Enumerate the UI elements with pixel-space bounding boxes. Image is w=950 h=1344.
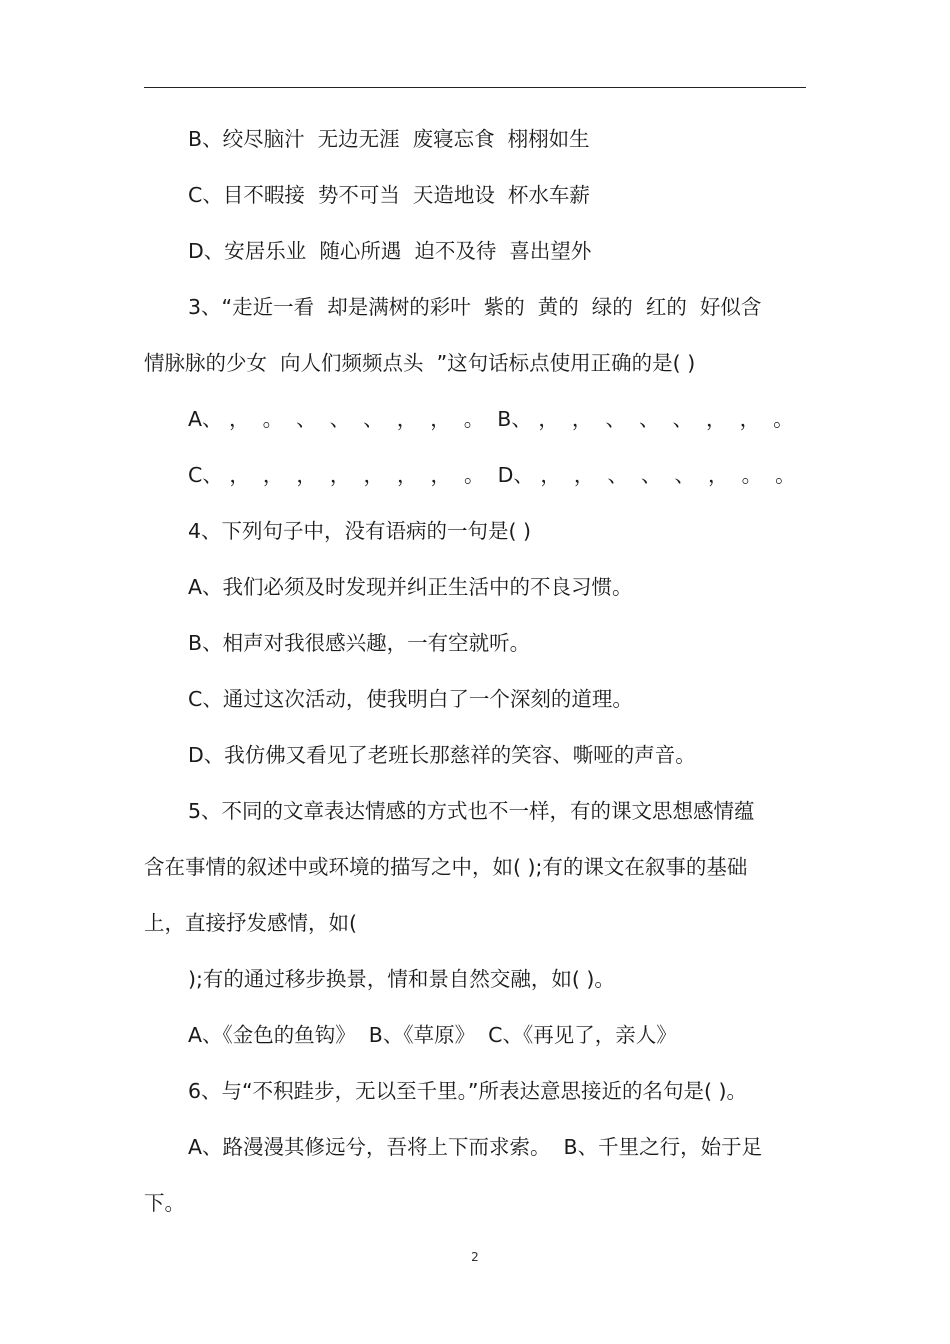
question-4-option-c: C、通过这次活动，使我明白了一个深刻的道理。 [188, 687, 633, 711]
question-5-line-4: );有的通过移步换景，情和景自然交融，如( )。 [188, 967, 615, 991]
question-5-options: A、《金色的鱼钩》 B、《草原》 C、《再见了，亲人》 [188, 1023, 677, 1047]
question-3-options-cd: C、 ， ， ， ， ， ， ， 。 D、 ， ， 、 、 、 ， 。 。 [188, 463, 796, 487]
question-4-option-d: D、我仿佛又看见了老班长那慈祥的笑容、嘶哑的声音。 [188, 743, 696, 767]
question-6-stem: 6、与“不积跬步，无以至千里。”所表达意思接近的名句是( )。 [188, 1079, 748, 1103]
question-3-line-1: 3、“走近一看 却是满树的彩叶 紫的 黄的 绿的 红的 好似含 [188, 295, 762, 319]
question-5-line-3: 上，直接抒发感情，如( [144, 911, 357, 935]
question-3-options-ab: A、 ， 。 、 、 、 ， ， 。 B、 ， ， 、 、 、 ， ， 。 [188, 407, 794, 431]
question-4-option-a: A、我们必须及时发现并纠正生活中的不良习惯。 [188, 575, 633, 599]
header-rule [144, 87, 806, 88]
question-6-options-line-1: A、路漫漫其修远兮，吾将上下而求索。 B、千里之行，始于足 [188, 1135, 763, 1159]
option-b-idioms: B、绞尽脑汁 无边无涯 废寝忘食 栩栩如生 [188, 127, 590, 151]
question-5-line-2: 含在事情的叙述中或环境的描写之中，如( );有的课文在叙事的基础 [144, 855, 748, 879]
page-number: 2 [471, 1250, 479, 1264]
option-d-idioms: D、安居乐业 随心所遇 迫不及待 喜出望外 [188, 239, 592, 263]
question-4-option-b: B、相声对我很感兴趣，一有空就听。 [188, 631, 531, 655]
question-5-line-1: 5、不同的文章表达情感的方式也不一样，有的课文思想感情蕴 [188, 799, 755, 823]
question-3-line-2: 情脉脉的少女 向人们频频点头 ”这句话标点使用正确的是( ) [144, 351, 696, 375]
question-6-options-line-2: 下。 [144, 1191, 185, 1215]
option-c-idioms: C、目不暇接 势不可当 天造地设 杯水车薪 [188, 183, 590, 207]
question-4-stem: 4、下列句子中，没有语病的一句是( ) [188, 519, 532, 543]
